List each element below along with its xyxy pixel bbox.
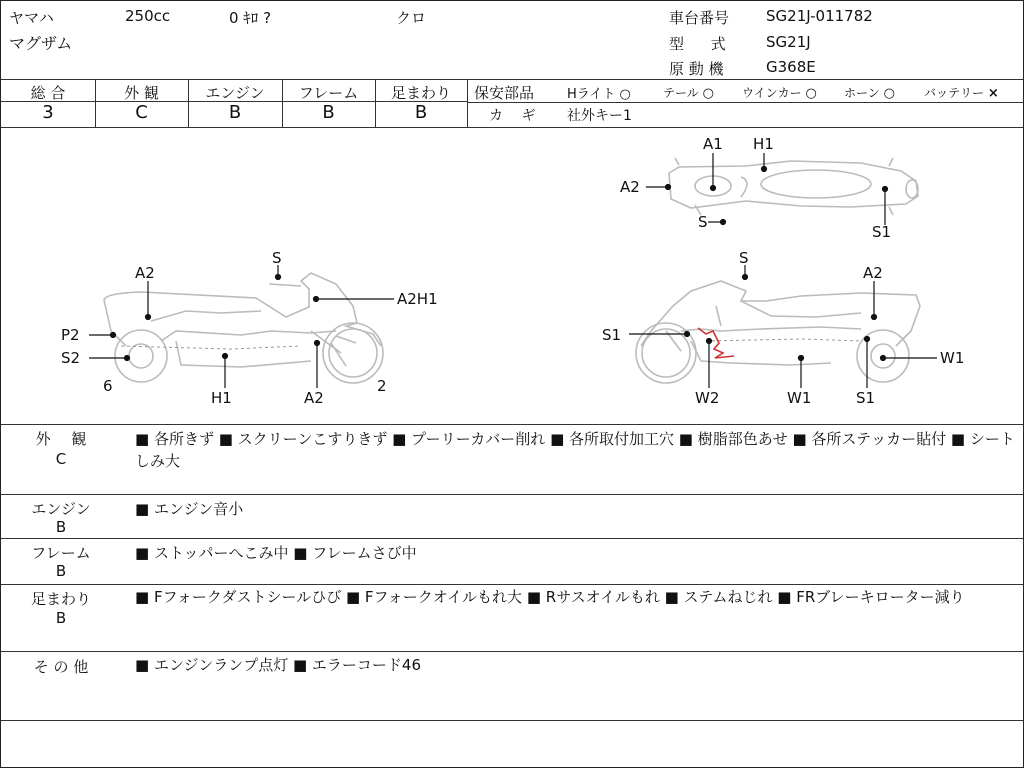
type-label: 型 式 — [669, 35, 726, 53]
note-category-frame: フレーム — [31, 544, 91, 562]
top-label-s: S — [698, 213, 708, 231]
right-label-w1: W1 — [940, 349, 965, 367]
note-text-other: ■ エンジンランプ点灯 ■ エラーコード46 — [135, 656, 421, 674]
model-name: マグザム — [9, 34, 73, 53]
engine-label: 原 動 機 — [669, 60, 724, 78]
safety-label: 保安部品 — [474, 84, 535, 102]
note-category-other: そ の 他 — [33, 658, 89, 676]
damage-diagram — [1, 127, 1023, 424]
safety-status-horn: ○ — [883, 86, 895, 101]
note-category-suspension: 足まわり — [30, 590, 91, 608]
safety-status-headlight: ○ — [619, 87, 631, 102]
safety-status-tail: ○ — [702, 86, 714, 101]
note-grade-frame: B — [55, 562, 67, 580]
left-label-s2: S2 — [61, 349, 81, 367]
left-label-a2h1: A2H1 — [397, 290, 438, 308]
note-text-engine: ■ エンジン音小 — [135, 500, 244, 518]
left-label-h1: H1 — [211, 389, 232, 407]
note-text-frame: ■ ストッパーへこみ中 ■ フレームさび中 — [135, 544, 417, 562]
note-grade-engine: B — [55, 518, 67, 536]
top-label-a2: A2 — [620, 178, 640, 196]
engine-value: G368E — [766, 58, 816, 76]
right-label-w1-bottom: W1 — [787, 389, 812, 407]
grade-value-overall: 3 — [42, 102, 54, 123]
frame-no-label: 車台番号 — [669, 9, 730, 27]
note-category-engine: エンジン — [31, 500, 91, 518]
grade-label-overall: 総 合 — [30, 84, 66, 102]
left-label-a2: A2 — [135, 264, 155, 282]
left-label-a2-bottom: A2 — [304, 389, 324, 407]
right-label-s1: S1 — [602, 326, 622, 344]
safety-status-winker: ○ — [805, 86, 817, 101]
frame-no: SG21J-011782 — [766, 7, 873, 25]
note-text-suspension: ■ Fフォークダストシールひび ■ Fフォークオイルもれ大 ■ Rサスオイルもれ ■ ステムねじれ ■ FRブレーキローター減り — [135, 588, 965, 606]
right-label-s1-bottom: S1 — [856, 389, 876, 407]
grade-value-suspension: B — [414, 102, 428, 123]
left-label-p2: P2 — [61, 326, 80, 344]
type-value: SG21J — [766, 33, 811, 51]
grade-label-engine: エンジン — [205, 84, 265, 102]
key-label: カ ギ — [489, 108, 536, 124]
maker: ヤマハ — [9, 9, 54, 27]
note-text-exterior: ■ 各所きず ■ スクリーンこすりきず ■ プーリーカバー削れ ■ 各所取付加工穴 ■ 樹脂部色あせ ■ 各所ステッカー貼付 ■ シートしみ大 — [135, 430, 1015, 470]
safety-item-headlight: Hライト ○ — [567, 87, 631, 102]
safety-item-tail: テール ○ — [663, 86, 714, 101]
grade-label-frame: フレーム — [298, 84, 359, 102]
grade-label-exterior: 外 観 — [124, 84, 159, 102]
mileage: 0 ｷﾛ ? — [229, 9, 272, 27]
displacement: 250cc — [125, 7, 171, 25]
right-label-s: S — [739, 249, 749, 267]
safety-item-winker: ウインカー ○ — [742, 86, 817, 101]
grade-value-exterior: C — [135, 102, 148, 123]
safety-item-horn: ホーン ○ — [844, 86, 895, 101]
top-label-a1: A1 — [703, 135, 723, 153]
key-value: 社外キー1 — [567, 108, 632, 124]
left-label-s: S — [272, 249, 282, 267]
right-label-a2: A2 — [863, 264, 883, 282]
color: クロ — [396, 9, 427, 27]
note-category-exterior: 外 観 — [35, 430, 87, 448]
right-label-w2: W2 — [695, 389, 720, 407]
top-label-s1: S1 — [872, 223, 892, 241]
grade-value-frame: B — [322, 102, 335, 123]
left-label-2: 2 — [377, 377, 387, 395]
grade-label-suspension: 足まわり — [390, 84, 451, 102]
top-label-h1: H1 — [753, 135, 774, 153]
safety-item-battery: バッテリー × — [924, 86, 999, 101]
safety-status-battery: × — [987, 86, 999, 101]
grade-value-engine: B — [228, 102, 242, 123]
note-grade-suspension: B — [55, 609, 67, 627]
note-grade-exterior: C — [55, 450, 67, 468]
left-label-6: 6 — [103, 377, 113, 395]
